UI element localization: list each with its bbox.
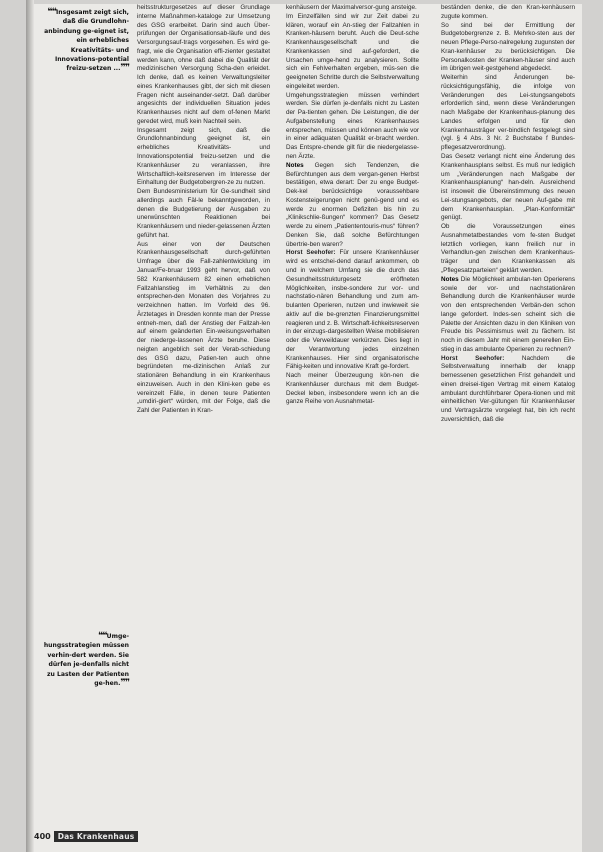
paragraph-text: Ob die Voraussetzungen eines Ausnahmetatbestandes vom fe-sten Budget letztlich vorliegen, kann freilich nur in Verhandlun-gen zwischen dem Krankenhaus-träger und den Krankenkassen als „Pflegesatzparteien“ geklärt werden. <box>441 223 575 274</box>
pull-quote-text: Insgesamt zeigt sich, daß die Grundlohn-anbindung ge-eignet ist, ein erhebliches Kreativitäts- und Innovations-potential freizu-setzen ... <box>44 9 129 73</box>
paragraph-text: So sind bei der Ermittlung der Budgetobergrenze z. B. Mehrko-sten aus der neuen Pflege-Perso-nalregelung zugunsten der Kran-kenhäuser zu berücksichtigen. Die Personalkosten der Kranken-häuser sind auch im übrigen weit-gestgehend abgedeckt. <box>441 21 575 73</box>
pull-quote-top <box>42 8 129 74</box>
text-column-1 <box>137 4 270 830</box>
speaker-name: Horst Seehofer: <box>441 354 505 362</box>
paragraph-text: Insgesamt zeigt sich, daß die Grundlohnanbindung geeignet ist, ein erhebliches Kreativitäts- und Innovationspotential freizu-setzen und die Krankenhäuser zu veranlassen, ihre Wirtschaftlich-keitsreserven im Interesse der Einhaltung der Budgetobergren-ze zu nutzen. <box>137 126 270 187</box>
paragraph-text: Nach meiner Überzeugung kön-nen die Krankenhäuser durchaus mit dem Budget-Deckel leben, insbesondere wenn ich an die ganze Reihe von Ausnahmetat- <box>286 372 419 406</box>
pull-quote-text: Umge-hungsstrategien müssen verhin-dert werden. Sie dürfen je-denfalls nicht zu Lasten der Patienten ge-hen. <box>43 633 129 688</box>
paragraph-text: Gegen sich Tendenzen, die Befürchtungen aus dem vergan-genen Herbst bestätigen, etwa derart: Der zu enge Budget-Dek-kel berücksichtige voraussehbare Kostensteigerungen nicht genü-gend und es werde zu enormen Defiziten bis hin zu „Klinikschlie-ßungen“ kommen? Das Gesetz werde zu einem „Patiententouris-mus“ führen? Denken Sie, daß solche Befürchtungen übertrie-ben waren? <box>286 161 419 248</box>
paragraph-text: kenhäusern der Maximalversor-gung ansteige. <box>286 4 417 11</box>
quote-open-mark: ❝❝ <box>98 631 107 641</box>
paragraph-text: Umgehungsstrategien müssen verhindert werden. Sie dürfen je-denfalls nicht zu Lasten der Pa-tienten gehen. Die Leistungen, die der Aufgabenstellung eines Krankenhauses entsprechen, müssen und können auch wie vor in einer adäquaten Qualität er-bracht werden. Das Entspre-chende gilt für die niedergelasse-nen Ärzte. <box>286 91 419 161</box>
text-column-3 <box>441 4 575 830</box>
paragraph <box>441 276 575 355</box>
paragraph-text: heitsstrukturgesetzes auf dieser Grundlage interne Maßnahmen-kataloge zur Umsetzung des GSG erarbeitet. Darin sind auch Über-prüfungen der Organisationsab-läufe und des Versorgungsauf-trags vorgesehen. Es wird ge-fragt, wie die Organisation effi-zienter gestaltet werden kann, ohne daß dabei die Qualität der medizinischen Versorgung Scha-den erleidet. Ich denke, daß es keinen Verwaltungsleiter eines Krankenhauses gibt, der sich mit diesen Fragen nicht auseinander-setzt. Daß darüber angesichts der individuellen Situation jedes Krankenhauses nicht auf dem of-fenen Markt geredet wird, muß kein Nachteil sein. <box>137 4 270 125</box>
binding-shadow <box>26 0 34 852</box>
paragraph <box>137 188 270 241</box>
paragraph <box>441 223 575 276</box>
paragraph <box>137 4 270 127</box>
paragraph-text: Die Möglichkeit ambulan-ten Operierens sowie der vor- und nachstationären Behandlung durch die Krankenhäuser wurde von den entsprechenden Verbän-den schon lange gefordert. Indes-sen scheint sich die Palette der Ansichten dazu in den Kliniken von Freude bis Pessimismus weit zu fächern. Ist noch in diesem Jahr mit einem generellen Ein-stieg in das ambulante Operieren zu rechnen? <box>441 275 575 353</box>
question-tag: Notes <box>286 161 304 169</box>
paragraph-text: beständen denke, die den Kran-kenhäusern zugute kommen. <box>441 4 575 20</box>
magazine-logo: Das Krankenhaus <box>54 831 139 842</box>
paragraph-text: Im Einzelfällen sind wir zur Zeit dabei zu klären, worauf ein An-stieg der Fallzahlen in Kranken-häusern beruht. Auch die Deut-sche Krankenhausgesellschaft und die Krankenkassen sind auf-gefordert, die Ursachen umge-hend zu analysieren. Sollte sich ein Fehlverhalten ergeben, müs-sen die geeigneten Schritte durch die Selbstverwaltung eingeleitet werden. <box>286 12 419 90</box>
paragraph-text: Das Gesetz verlangt nicht eine Änderung des Krankenhausplans selbst. Es muß nur lediglich um „Veränderungen nach Maßgabe der Krankenhausplanung“ han-deln. Ausreichend ist insoweit die Übereinstimmung des neuen Lei-stungsangebots, der neuen Auf-gabe mit dem Krankenhausplan. „Plan-Konformität“ genügt. <box>441 153 575 222</box>
paragraph-text: Aus einer von der Deutschen Krankenhausgesellschaft durch-geführten Umfrage über die Fall-zahlentwicklung im Januar/Fe-bruar 1993 geht hervor, daß von 582 Krankenhäusern 82 einen erheblichen Fallzahlanstieg im Verhältnis zu den entsprechen-den Monaten des Vorjahres zu verzeichnen hatten. Im Vorfeld des 96. Ärztetages in Dresden konnte man der Presse entneh-men, daß der Anstieg der Fallzah-len auf einem geänderten Ein-weisungsverhalten der niederge-lassenen Ärzte beruhe. Diese neigten angeblich seit der Verab-schiedung des GSG dazu, Patien-ten auch ohne begründeten me-dizinischen Anlaß zur stationären Behandlung in ein Krankenhaus einzuweisen. Auch in den Klini-ken gebe es vereinzelt Fälle, in denen teure Patienten „umdiri-giert“ würden, mit der Folge, daß die Zahl der Patienten in Kran- <box>137 240 270 415</box>
quote-close-mark: ❞❞ <box>120 678 129 689</box>
paragraph <box>441 153 575 223</box>
paragraph <box>286 372 419 407</box>
paragraph <box>137 127 270 188</box>
quote-close-mark: ❞❞ <box>120 63 129 74</box>
paragraph <box>441 74 575 153</box>
paragraph-text: Nachdem die Selbstverwaltung innerhalb der knapp bemessenen gesetzlichen Frist gehandelt und einen dreisei-tigen Vertrag mit einem Katalog ambulant durchführbarer Opera-tionen und mit einheitlichen Ver-gütungen für Krankenhäuser und Vertragsärzte vorgelegt hat, bin ich recht zuversichtlich, daß die <box>441 354 575 423</box>
paragraph-text: Weiterhin sind Änderungen be-rücksichtigungsfähig, die infolge von Veränderungen des Lei-stungsangebots erforderlich sind, wenn diese Veränderungen nach Maßgabe der Krankenhaus-planung des Landes erfolgen und für den Krankenhausträger ver-bindlich festgelegt sind (vgl. § 4 Abs. 3 Nr. 2 Buchstabe f Bundes-pflegesatzverordnung). <box>441 74 575 152</box>
paragraph-text: Für unsere Krankenhäuser wird es entschei-dend darauf ankommen, ob und in welchem Umfang sie die durch das Gesundheitsstrukturgesetz eröffneten Möglichkeiten, insbe-sondere zur vor- und nachstatio-nären Behandlung und zum am-bulanten Operieren, nutzen und inwieweit sie aktiv auf die be-grenzten Finanzierungsmittel reagieren und z. B. Wirtschaft-lichkeitsreserven in der einzugs-dargestellten Weise mobilisieren oder die Verweildauer verkürzen. Dies liegt in der Verantwortung jedes einzelnen Krankenhauses. Hier sind organisatorische Fähig-keiten und innovative Kraft ge-fordert. <box>286 249 419 371</box>
pull-quote-bottom <box>42 632 129 688</box>
page-footer <box>34 830 138 843</box>
paragraph <box>286 249 419 372</box>
paragraph <box>441 355 575 425</box>
paragraph <box>286 162 419 250</box>
page-number: 400 <box>34 832 51 841</box>
paragraph <box>441 4 575 22</box>
paragraph-text: Dem Bundesministerium für Ge-sundheit sind allerdings auch Fäl-le bekanntgeworden, in denen die Budgetierung der Ausgaben zu unerwünschten Reaktionen bei Krankenhäusern und nieder-gelassenen Ärzten geführt hat. <box>137 188 270 239</box>
paragraph <box>286 13 419 92</box>
quote-open-mark: ❝❝ <box>47 7 56 17</box>
paragraph <box>137 241 270 416</box>
paragraph <box>286 92 419 162</box>
question-tag: Notes <box>441 275 459 283</box>
speaker-name: Horst Seehofer: <box>286 249 336 257</box>
paragraph <box>286 4 419 13</box>
paragraph <box>441 22 575 75</box>
text-column-2 <box>286 4 419 830</box>
